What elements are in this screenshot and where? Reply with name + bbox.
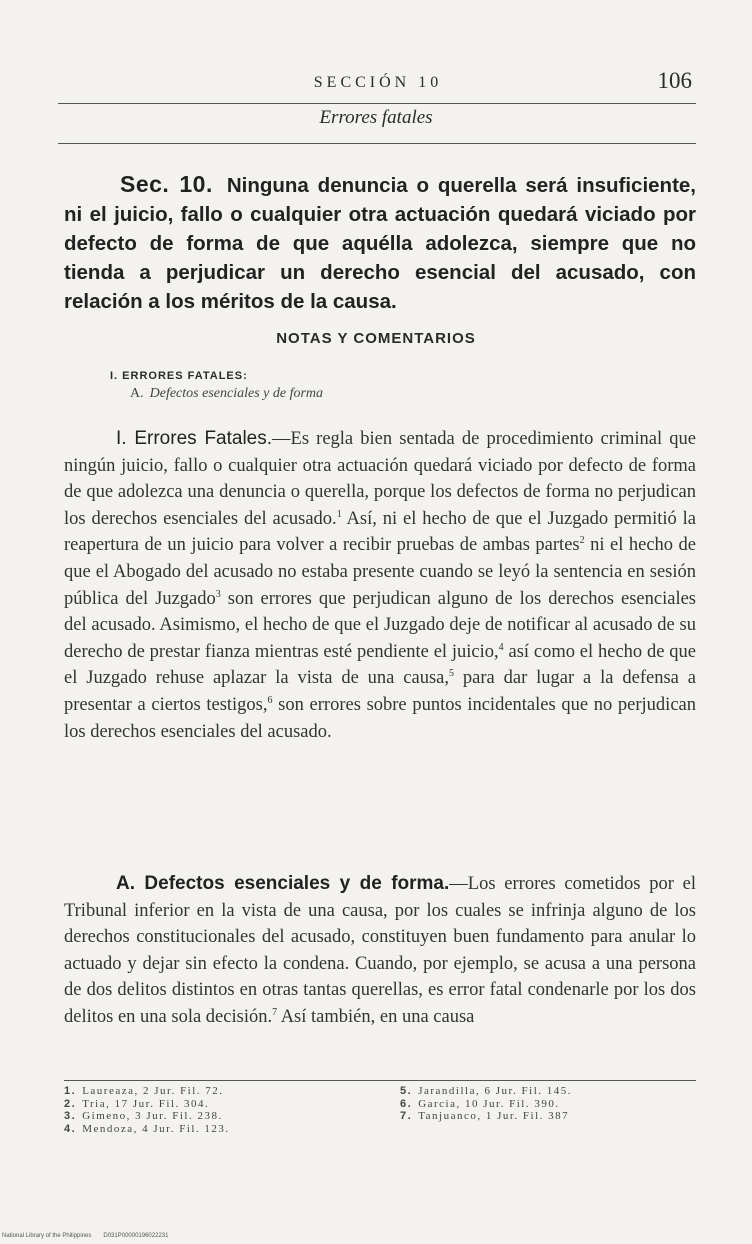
notes-title: NOTAS Y COMENTARIOS (276, 330, 476, 347)
paragraph-text: así como el hecho de que el Juzgado rehuse aplazar la vista de una causa, (64, 641, 696, 689)
footnote-text: Mendoza, 4 Jur. Fil. 123. (82, 1122, 230, 1135)
footnote-number: 2. (64, 1097, 77, 1110)
page-subtitle: Errores fatales (319, 107, 433, 128)
paragraph-text: —Es regla bien sentada de procedimiento criminal que ningún juicio, fallo o cualquier otra actuación quedará viciado por defecto de forma de que adolezca una denuncia o querella, porque los defectos de forma no perjudican los derechos esenciales del acusado. (64, 429, 696, 529)
footnote-number: 6. (400, 1097, 413, 1110)
footnote-ref[interactable]: 7 (272, 1006, 278, 1018)
library-name: National Library of the Philippines (2, 1233, 92, 1239)
header-rule-top (58, 103, 696, 104)
outline-item-1a (130, 386, 323, 402)
footnote (64, 1098, 354, 1111)
footnote-ref[interactable]: 3 (215, 588, 221, 600)
paragraph-text: son errores sobre puntos incidentales que no perjudican los derechos esenciales del acusado. (64, 694, 696, 742)
footnote-ref[interactable]: 1 (336, 508, 342, 520)
library-stamp (2, 1233, 168, 1239)
paragraph-text: —Los errores cometidos por el Tribunal inferior en la vista de una causa, por los cuales se infrinja alguno de los derechos constitucionales del acusado, constituyen buen fundamento para anular lo actuado y dejar sin efecto la condena. Cuando, por ejemplo, se acusa a una persona de dos delitos distintos en otras tantas querellas, es error fatal condenarle por los dos delitos en una sola decisión. (64, 874, 696, 1027)
footnote (64, 1085, 354, 1098)
paragraph-text: para dar lugar a la defensa a presentar a ciertos testigos, (64, 668, 697, 715)
statute-label: Sec. 10. (120, 171, 213, 197)
paragraph-text: Así, ni el hecho de que el Juzgado permitió la reapertura de un juicio para volver a recibir pruebas de ambas partes (64, 508, 696, 556)
paragraph-heading: I. Errores Fatales. (116, 428, 273, 449)
footnote-text: Jarandilla, 6 Jur. Fil. 145. (418, 1085, 573, 1097)
footnote (400, 1085, 696, 1098)
footnote-number: 1. (64, 1085, 77, 1097)
footnote-number: 5. (400, 1085, 413, 1097)
scan-code: D031P00000196022231 (103, 1233, 169, 1239)
paragraph-defectos-esenciales (64, 871, 696, 1031)
footnotes-left (64, 1085, 354, 1135)
paragraph-heading: A. Defectos esenciales y de forma. (116, 873, 450, 894)
footnote-text: Laureaza, 2 Jur. Fil. 72. (82, 1085, 224, 1097)
footnote-text: Gimeno, 3 Jur. Fil. 238. (82, 1110, 223, 1122)
page-number: 106 (657, 68, 692, 93)
statute-body: Ninguna denuncia o querella será insuficiente, ni el juicio, fallo o cualquier otra actuación quedará viciado por defecto de forma de que aquélla adolezca, siempre que no tienda a perjudicar un derecho esencial del acusado, con relación a los méritos de la causa. (64, 174, 696, 313)
footnote-text: Tanjuanco, 1 Jur. Fil. 387 (418, 1110, 570, 1122)
outline-letter: A. (130, 386, 144, 401)
paragraph-text: son errores que perjudican alguno de los derechos esenciales del acusado. Asimismo, el hecho de que el Juzgado deje de notificar al acusado de su derecho de prestar fianza mientras esté pendiente el juicio, (64, 588, 696, 662)
footnote (400, 1098, 696, 1111)
footnote-ref[interactable]: 4 (498, 641, 504, 653)
outline-text: Defectos esenciales y de forma (149, 386, 324, 401)
footnote (64, 1123, 354, 1136)
section-label: SECCIÓN 10 (313, 74, 443, 91)
footnote (400, 1110, 696, 1123)
footnote-number: 7. (400, 1110, 413, 1122)
footnote-text: Tria, 17 Jur. Fil. 304. (82, 1097, 210, 1110)
paragraph-text: Así también, en una causa (277, 1006, 475, 1027)
footnote-ref[interactable]: 2 (579, 535, 585, 547)
footnotes-right (400, 1085, 696, 1123)
paragraph-text: ni el hecho de que el Abogado del acusado no estaba presente cuando se leyó la sentencia en sesión pública del Juzgado (64, 535, 696, 609)
footnote-number: 3. (64, 1110, 77, 1122)
running-head (60, 68, 696, 98)
footnote-rule (64, 1080, 696, 1081)
footnote-ref[interactable]: 6 (267, 694, 273, 706)
footnote-ref[interactable]: 5 (449, 668, 454, 680)
statute-text (64, 170, 696, 316)
footnote-number: 4. (64, 1122, 77, 1135)
paragraph-errores-fatales (64, 426, 696, 745)
footnote (64, 1110, 354, 1123)
header-rule-bottom (58, 143, 696, 144)
footnote-text: Garcia, 10 Jur. Fil. 390. (418, 1097, 560, 1110)
outline-item-1: I. ERRORES FATALES: (110, 370, 248, 382)
